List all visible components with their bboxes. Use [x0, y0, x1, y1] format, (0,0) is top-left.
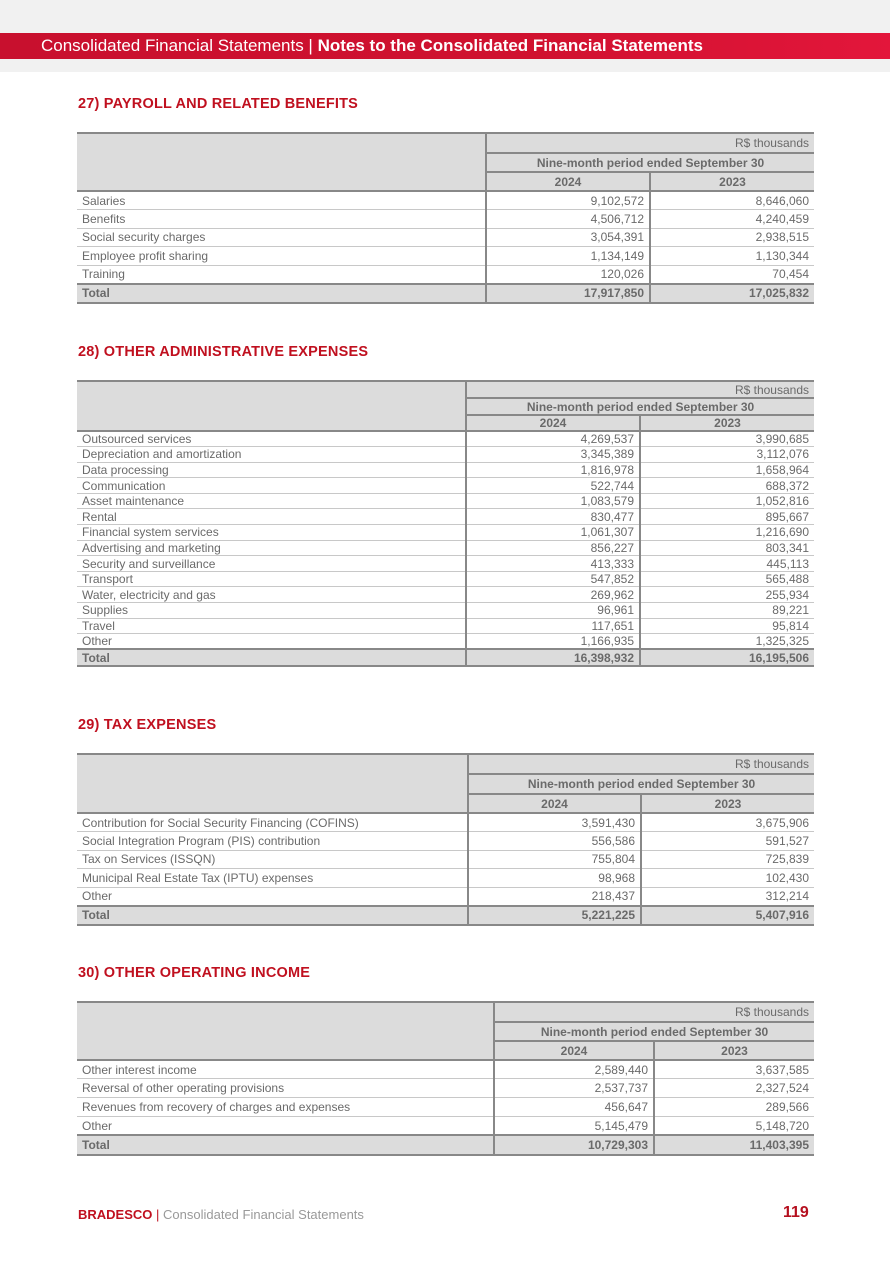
admin-expenses-table — [77, 380, 814, 667]
value-2024: 413,333 — [466, 556, 640, 572]
row-label: Financial system services — [77, 525, 466, 541]
table-row — [77, 1098, 814, 1117]
table-row — [77, 462, 814, 478]
row-label: Other — [77, 634, 466, 650]
value-2023: 565,488 — [640, 571, 814, 587]
row-label: Revenues from recovery of charges and expenses — [77, 1098, 494, 1117]
year-header-2024: 2024 — [468, 794, 641, 813]
value-2024: 5,145,479 — [494, 1116, 654, 1135]
year-header-2024: 2024 — [494, 1041, 654, 1060]
value-2023: 102,430 — [641, 869, 814, 888]
value-2024: 4,269,537 — [466, 431, 640, 447]
row-label: Advertising and marketing — [77, 540, 466, 556]
table-row — [77, 850, 814, 869]
table-row — [77, 247, 814, 266]
value-2024: 3,054,391 — [486, 228, 650, 247]
table-row — [77, 493, 814, 509]
value-2023: 895,667 — [640, 509, 814, 525]
row-label: Other interest income — [77, 1060, 494, 1079]
row-label: Training — [77, 265, 486, 284]
table-row — [77, 447, 814, 463]
value-2024: 856,227 — [466, 540, 640, 556]
table-row — [77, 191, 814, 210]
table-row — [77, 228, 814, 247]
value-2023: 688,372 — [640, 478, 814, 494]
note-29-title: 29) TAX EXPENSES — [78, 717, 217, 733]
value-2023: 445,113 — [640, 556, 814, 572]
table-row — [77, 540, 814, 556]
period-label: Nine-month period ended September 30 — [494, 1022, 814, 1041]
page-header-banner — [0, 33, 890, 59]
row-label: Social Integration Program (PIS) contribution — [77, 832, 468, 851]
note-27-table-wrap — [77, 132, 814, 304]
table-row — [77, 587, 814, 603]
table-row — [77, 210, 814, 229]
note-28-table-wrap — [77, 380, 814, 667]
row-label: Social security charges — [77, 228, 486, 247]
table-row — [77, 887, 814, 906]
value-2023: 289,566 — [654, 1098, 814, 1117]
total-row — [77, 906, 814, 926]
table-row — [77, 556, 814, 572]
value-2024: 120,026 — [486, 265, 650, 284]
value-2024: 117,651 — [466, 618, 640, 634]
year-header-2023: 2023 — [641, 794, 814, 813]
table-row — [77, 571, 814, 587]
note-30-table-wrap — [77, 1001, 814, 1156]
table-row — [77, 1060, 814, 1079]
note-28-title: 28) OTHER ADMINISTRATIVE EXPENSES — [78, 344, 369, 360]
unit-label: R$ thousands — [468, 754, 814, 774]
total-row — [77, 1135, 814, 1155]
value-2024: 1,061,307 — [466, 525, 640, 541]
value-2024: 98,968 — [468, 869, 641, 888]
value-2023: 2,938,515 — [650, 228, 814, 247]
row-label: Reversal of other operating provisions — [77, 1079, 494, 1098]
value-2024: 556,586 — [468, 832, 641, 851]
other-operating-income-table — [77, 1001, 814, 1156]
value-2023: 591,527 — [641, 832, 814, 851]
value-2024: 1,134,149 — [486, 247, 650, 266]
brand-name: BRADESCO — [78, 1207, 153, 1222]
footer-document-title: Consolidated Financial Statements — [163, 1207, 364, 1222]
value-2024: 830,477 — [466, 509, 640, 525]
header-blank-cell — [77, 381, 466, 431]
header-blank-cell — [77, 754, 468, 813]
total-2024: 17,917,850 — [486, 284, 650, 304]
note-29-table-wrap — [77, 753, 814, 926]
row-label: Communication — [77, 478, 466, 494]
value-2024: 2,537,737 — [494, 1079, 654, 1098]
table-row — [77, 525, 814, 541]
value-2023: 3,112,076 — [640, 447, 814, 463]
year-header-2024: 2024 — [486, 172, 650, 191]
footer-separator: | — [152, 1207, 164, 1222]
total-2023: 5,407,916 — [641, 906, 814, 926]
unit-label: R$ thousands — [494, 1002, 814, 1022]
year-header-2023: 2023 — [640, 415, 814, 431]
row-label: Contribution for Social Security Financing (COFINS) — [77, 813, 468, 832]
value-2024: 2,589,440 — [494, 1060, 654, 1079]
row-label: Water, electricity and gas — [77, 587, 466, 603]
value-2023: 1,658,964 — [640, 462, 814, 478]
total-2023: 11,403,395 — [654, 1135, 814, 1155]
value-2024: 1,083,579 — [466, 493, 640, 509]
period-label: Nine-month period ended September 30 — [466, 398, 814, 415]
row-label: Other — [77, 1116, 494, 1135]
value-2023: 89,221 — [640, 603, 814, 619]
unit-label: R$ thousands — [466, 381, 814, 398]
value-2024: 1,816,978 — [466, 462, 640, 478]
value-2024: 4,506,712 — [486, 210, 650, 229]
value-2023: 1,216,690 — [640, 525, 814, 541]
table-row — [77, 869, 814, 888]
total-2023: 17,025,832 — [650, 284, 814, 304]
value-2023: 255,934 — [640, 587, 814, 603]
total-2023: 16,195,506 — [640, 649, 814, 666]
value-2023: 4,240,459 — [650, 210, 814, 229]
row-label: Depreciation and amortization — [77, 447, 466, 463]
row-label: Benefits — [77, 210, 486, 229]
value-2023: 312,214 — [641, 887, 814, 906]
value-2023: 2,327,524 — [654, 1079, 814, 1098]
year-header-2023: 2023 — [654, 1041, 814, 1060]
value-2024: 3,591,430 — [468, 813, 641, 832]
total-label: Total — [77, 906, 468, 926]
tax-expenses-table — [77, 753, 814, 926]
header-section: Consolidated Financial Statements — [41, 36, 304, 55]
value-2023: 1,325,325 — [640, 634, 814, 650]
period-label: Nine-month period ended September 30 — [486, 153, 814, 172]
total-2024: 10,729,303 — [494, 1135, 654, 1155]
row-label: Tax on Services (ISSQN) — [77, 850, 468, 869]
table-row — [77, 618, 814, 634]
total-2024: 5,221,225 — [468, 906, 641, 926]
value-2024: 547,852 — [466, 571, 640, 587]
row-label: Asset maintenance — [77, 493, 466, 509]
value-2023: 5,148,720 — [654, 1116, 814, 1135]
row-label: Employee profit sharing — [77, 247, 486, 266]
unit-label: R$ thousands — [486, 133, 814, 153]
value-2024: 755,804 — [468, 850, 641, 869]
row-label: Outsourced services — [77, 431, 466, 447]
table-row — [77, 813, 814, 832]
header-blank-cell — [77, 1002, 494, 1060]
table-row — [77, 1116, 814, 1135]
note-27-title: 27) PAYROLL AND RELATED BENEFITS — [78, 96, 359, 112]
total-label: Total — [77, 1135, 494, 1155]
table-row — [77, 832, 814, 851]
value-2023: 3,990,685 — [640, 431, 814, 447]
value-2024: 218,437 — [468, 887, 641, 906]
value-2024: 522,744 — [466, 478, 640, 494]
row-label: Security and surveillance — [77, 556, 466, 572]
total-row — [77, 649, 814, 666]
row-label: Data processing — [77, 462, 466, 478]
value-2024: 1,166,935 — [466, 634, 640, 650]
row-label: Rental — [77, 509, 466, 525]
note-30-title: 30) OTHER OPERATING INCOME — [78, 965, 311, 981]
value-2023: 1,052,816 — [640, 493, 814, 509]
period-label: Nine-month period ended September 30 — [468, 774, 814, 794]
table-row — [77, 265, 814, 284]
value-2023: 3,675,906 — [641, 813, 814, 832]
value-2024: 269,962 — [466, 587, 640, 603]
value-2023: 8,646,060 — [650, 191, 814, 210]
footer-brand — [78, 1207, 364, 1222]
value-2024: 9,102,572 — [486, 191, 650, 210]
value-2024: 456,647 — [494, 1098, 654, 1117]
row-label: Supplies — [77, 603, 466, 619]
row-label: Other — [77, 887, 468, 906]
header-subsection: Notes to the Consolidated Financial Statements — [317, 36, 703, 55]
value-2023: 803,341 — [640, 540, 814, 556]
value-2023: 70,454 — [650, 265, 814, 284]
total-label: Total — [77, 284, 486, 304]
value-2023: 725,839 — [641, 850, 814, 869]
value-2024: 3,345,389 — [466, 447, 640, 463]
row-label: Salaries — [77, 191, 486, 210]
value-2024: 96,961 — [466, 603, 640, 619]
value-2023: 3,637,585 — [654, 1060, 814, 1079]
total-row — [77, 284, 814, 304]
table-row — [77, 634, 814, 650]
row-label: Transport — [77, 571, 466, 587]
total-label: Total — [77, 649, 466, 666]
row-label: Travel — [77, 618, 466, 634]
table-row — [77, 1079, 814, 1098]
value-2023: 95,814 — [640, 618, 814, 634]
header-separator: | — [303, 36, 318, 55]
year-header-2024: 2024 — [466, 415, 640, 431]
table-row — [77, 603, 814, 619]
row-label: Municipal Real Estate Tax (IPTU) expenses — [77, 869, 468, 888]
table-row — [77, 478, 814, 494]
total-2024: 16,398,932 — [466, 649, 640, 666]
year-header-2023: 2023 — [650, 172, 814, 191]
page-number: 119 — [783, 1204, 809, 1221]
table-row — [77, 431, 814, 447]
header-blank-cell — [77, 133, 486, 191]
payroll-table — [77, 132, 814, 304]
value-2023: 1,130,344 — [650, 247, 814, 266]
table-row — [77, 509, 814, 525]
